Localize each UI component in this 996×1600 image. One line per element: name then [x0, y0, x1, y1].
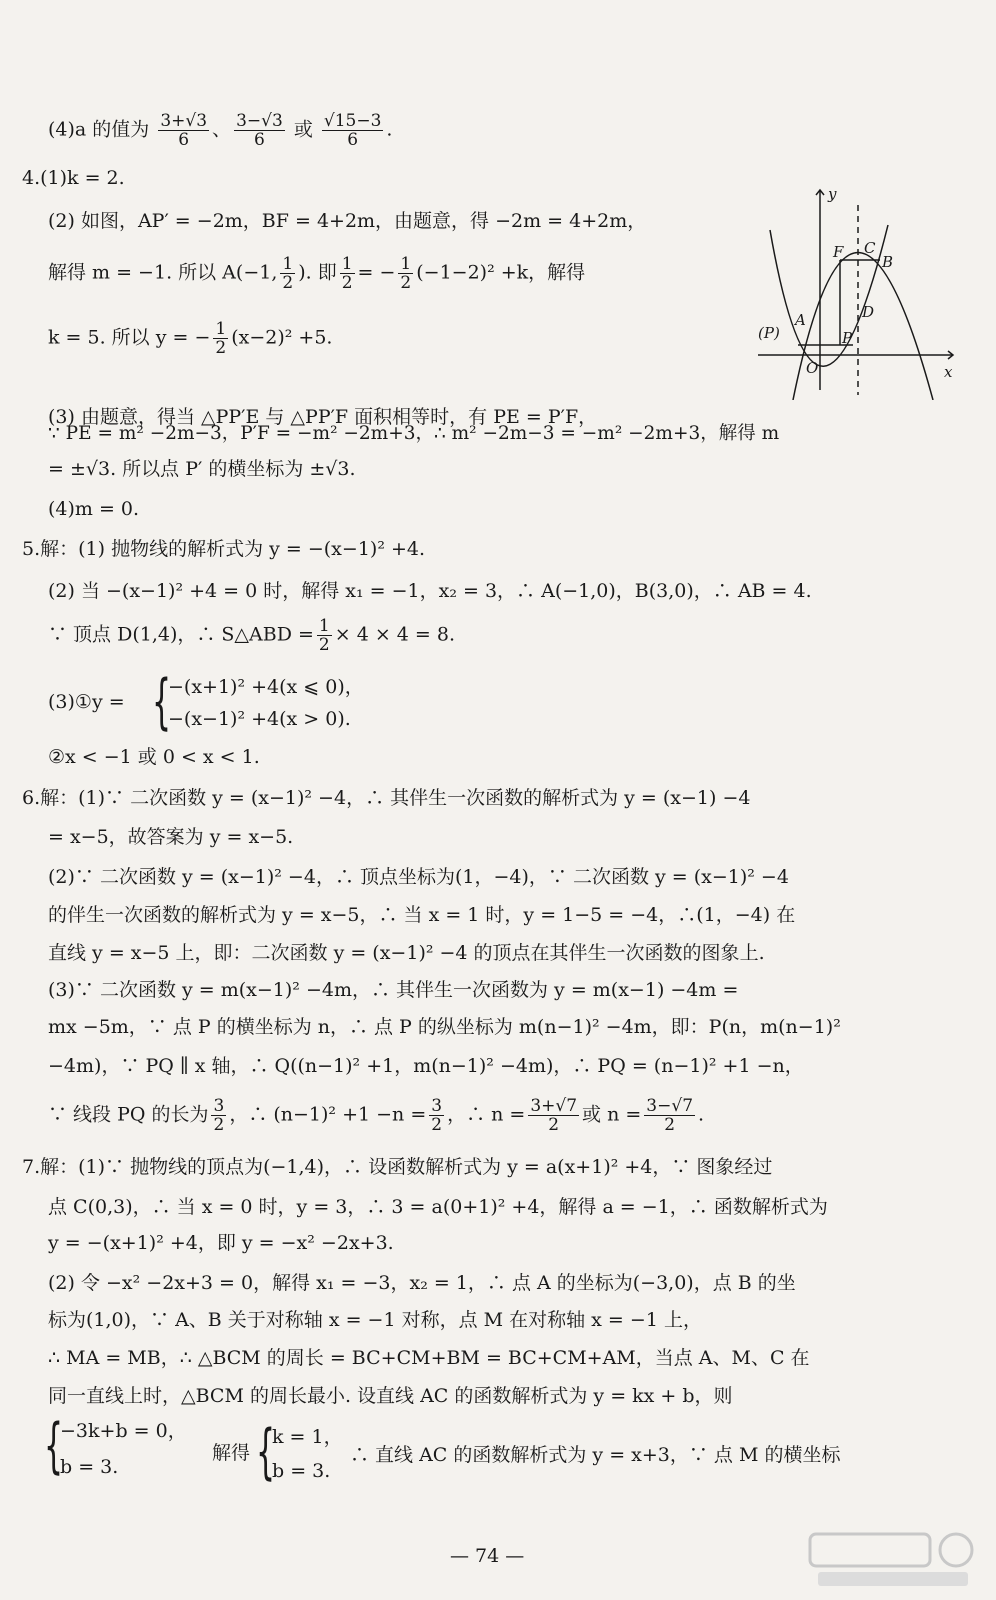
text: 、	[212, 118, 232, 141]
answer-line	[48, 1097, 704, 1134]
denominator: 2	[318, 635, 330, 655]
label-f: F	[833, 243, 844, 261]
label-a: A	[795, 311, 806, 329]
label-b: B	[882, 253, 894, 271]
system-row: b = 3.	[60, 1456, 119, 1478]
page-number: — 74 —	[450, 1545, 525, 1567]
answer-line: 6.解：(1)∵ 二次函数 y = (x−1)² −4，∴ 其伴生一次函数的解析式为 y = (x−1) −4	[22, 787, 751, 809]
numerator: 3+√7	[530, 1096, 578, 1116]
numerator: 1	[282, 254, 294, 274]
system-row: b = 3.	[272, 1460, 331, 1482]
fraction	[644, 1097, 695, 1134]
numerator: 1	[400, 254, 412, 274]
answer-line: 直线 y = x−5 上，即：二次函数 y = (x−1)² −4 的顶点在其伴生一次函数的图象上.	[48, 942, 765, 964]
answer-line: −4m)，∵ PQ ∥ x 轴，∴ Q((n−1)² +1，m(n−1)² −4m)，∴ PQ = (n−1)² +1 −n，	[48, 1055, 804, 1077]
denominator: 6	[347, 130, 359, 150]
denominator: 2	[213, 1115, 225, 1135]
denominator: 2	[548, 1115, 560, 1135]
text: ). 即	[298, 261, 337, 284]
denominator: 2	[341, 273, 353, 293]
text: × 4 × 4 = 8.	[334, 623, 455, 646]
answer-line: (2) 如图，AP′ = −2m，BF = 4+2m，由题意，得 −2m = 4+2m，	[48, 210, 647, 232]
answer-line: ②x < −1 或 0 < x < 1.	[48, 746, 260, 768]
answer-line	[48, 617, 455, 654]
numerator: 1	[318, 616, 330, 636]
text: 解得 m = −1. 所以 A(−1,	[48, 261, 278, 284]
system-row: −(x−1)² +4(x > 0).	[168, 708, 351, 730]
label-c: C	[864, 239, 876, 257]
denominator: 2	[664, 1115, 676, 1135]
fraction	[398, 255, 413, 292]
fraction	[322, 112, 384, 149]
answer-line: 5.解：(1) 抛物线的解析式为 y = −(x−1)² +4.	[22, 538, 426, 560]
text: ，∴ (n−1)² +1 −n =	[229, 1103, 427, 1126]
answer-line: y = −(x+1)² +4，即 y = −x² −2x+3.	[48, 1232, 394, 1254]
fraction	[340, 255, 355, 292]
origin-label: O	[806, 359, 819, 377]
numerator: 3	[213, 1096, 225, 1116]
answer-line: 7.解：(1)∵ 抛物线的顶点为(−1,4)，∴ 设函数解析式为 y = a(x+1)² +4，∵ 图象经过	[22, 1156, 773, 1178]
system-row: k = 1，	[272, 1426, 343, 1448]
downward-parabola	[793, 253, 933, 401]
text: ∵ 线段 PQ 的长为	[48, 1103, 209, 1126]
system-row: −(x+1)² +4(x ⩽ 0)，	[168, 676, 364, 698]
fraction	[528, 1097, 579, 1134]
denominator: 6	[254, 130, 265, 150]
text: .	[698, 1103, 705, 1126]
numerator: √15−3	[323, 111, 382, 131]
answer-line: (3)∵ 二次函数 y = m(x−1)² −4m，∴ 其伴生一次函数为 y = m(x−1) −4m =	[48, 979, 739, 1001]
answer-line: 的伴生一次函数的解析式为 y = x−5，∴ 当 x = 1 时，y = 1−5 = −4，∴(1，−4) 在	[48, 904, 796, 926]
fraction	[429, 1097, 444, 1134]
label-d: D	[862, 303, 875, 321]
numerator: 1	[341, 254, 353, 274]
system-row: −3k+b = 0，	[60, 1420, 187, 1442]
text: k = 5. 所以 y = −	[48, 326, 211, 349]
x-label: x	[944, 363, 953, 381]
text: 或 n =	[582, 1103, 642, 1126]
fraction	[234, 112, 285, 149]
answer-line: = ±√3. 所以点 P′ 的横坐标为 ±√3.	[48, 458, 356, 480]
fraction	[158, 112, 209, 149]
label-p: P	[842, 329, 853, 347]
answer-line	[48, 255, 585, 292]
answer-line: (3) 由题意，得当 △PP′E 与 △PP′F 面积相等时，有 PE = P′F，	[48, 406, 598, 428]
text: (−1−2)² +k，解得	[416, 261, 586, 284]
denominator: 2	[400, 273, 412, 293]
numerator: 3	[431, 1096, 443, 1116]
text: .	[386, 118, 393, 141]
text: (4)a 的值为	[48, 118, 150, 141]
y-label: y	[828, 185, 837, 203]
answer-line	[48, 112, 392, 149]
fraction	[213, 320, 228, 357]
parabola-graph	[758, 185, 958, 400]
label-p-paren: (P)	[758, 324, 780, 342]
answer-line: mx −5m，∵ 点 P 的横坐标为 n，∴ 点 P 的纵坐标为 m(n−1)² −4m，即：P(n，m(n−1)²	[48, 1016, 841, 1038]
answer-line: (2)∵ 二次函数 y = (x−1)² −4，∴ 顶点坐标为(1，−4)，∵ 二次函数 y = (x−1)² −4	[48, 866, 789, 888]
answer-line: (4)m = 0.	[48, 498, 140, 520]
answer-line: (2) 令 −x² −2x+3 = 0，解得 x₁ = −3，x₂ = 1，∴ 点 A 的坐标为(−3,0)，点 B 的坐	[48, 1272, 796, 1294]
denominator: 2	[215, 338, 227, 358]
answer-line: ∵ PE = m² −2m−3，P′F = −m² −2m+3，∴ m² −2m−3 = −m² −2m+3，解得 m	[48, 423, 780, 444]
text: ∵ 顶点 D(1,4)，∴ S△ABD =	[48, 623, 314, 646]
answer-line	[48, 320, 332, 357]
answer-line: = x−5，故答案为 y = x−5.	[48, 826, 294, 848]
numerator: 3−√3	[236, 111, 283, 131]
text: (x−2)² +5.	[231, 326, 333, 349]
fraction	[211, 1097, 226, 1134]
fraction	[280, 255, 295, 292]
numerator: 3−√7	[646, 1096, 694, 1116]
text: = −	[357, 261, 396, 284]
watermark-logo-icon	[808, 1530, 978, 1590]
numerator: 1	[215, 319, 227, 339]
text: ∴ 直线 AC 的函数解析式为 y = x+3，∵ 点 M 的横坐标	[350, 1444, 841, 1466]
left-brace: {	[44, 1411, 64, 1481]
text: 解得	[212, 1442, 251, 1464]
text: 或	[293, 118, 313, 141]
answer-line: 点 C(0,3)，∴ 当 x = 0 时，y = 3，∴ 3 = a(0+1)² +4，解得 a = −1，∴ 函数解析式为	[48, 1196, 828, 1218]
answer-line: 标为(1,0)，∵ A、B 关于对称轴 x = −1 对称，点 M 在对称轴 x = −1 上，	[48, 1309, 702, 1331]
denominator: 2	[282, 273, 294, 293]
answer-line: ∴ MA = MB，∴ △BCM 的周长 = BC+CM+BM = BC+CM+AM，当点 A、M、C 在	[48, 1347, 810, 1369]
denominator: 2	[431, 1115, 443, 1135]
answer-line: (2) 当 −(x−1)² +4 = 0 时，解得 x₁ = −1，x₂ = 3，∴ A(−1,0)，B(3,0)，∴ AB = 4.	[48, 580, 812, 602]
text: ，∴ n =	[447, 1103, 526, 1126]
fraction	[317, 617, 332, 654]
left-brace: {	[152, 667, 172, 737]
answer-line: 4.(1)k = 2.	[22, 167, 125, 189]
left-brace: {	[256, 1417, 276, 1487]
answer-line: (3)①y =	[48, 691, 125, 713]
numerator: 3+√3	[160, 111, 208, 131]
denominator: 6	[178, 130, 190, 150]
answer-line: 同一直线上时，△BCM 的周长最小. 设直线 AC 的函数解析式为 y = kx + b，则	[48, 1385, 733, 1407]
